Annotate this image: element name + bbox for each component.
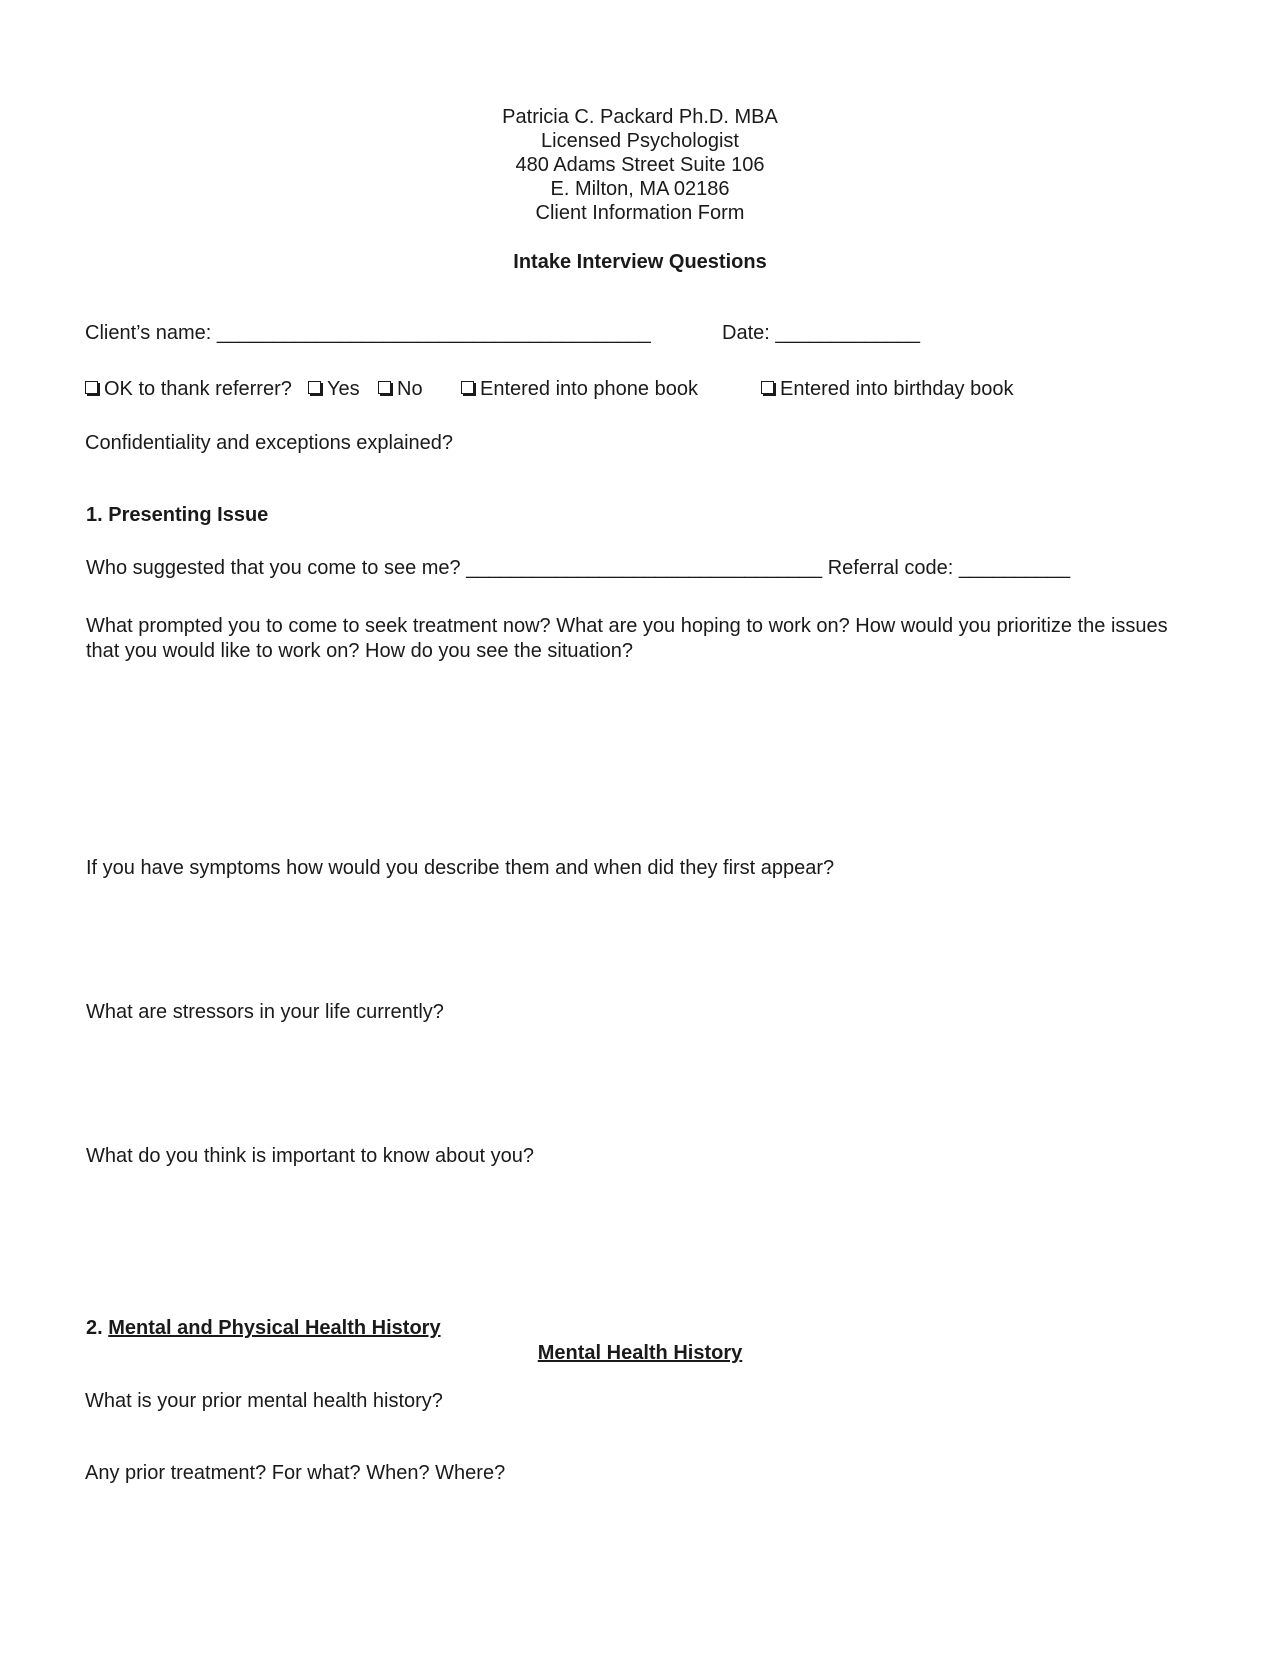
stressors-question: What are stressors in your life currently? [86,1001,444,1023]
mental-health-subheading: Mental Health History [537,1342,743,1364]
who-suggested-blank[interactable]: ________________________________ [466,557,823,579]
thank-referrer-label: OK to thank referrer? [104,378,292,400]
important-question: What do you think is important to know about you? [86,1145,535,1167]
prior-treatment-question: Any prior treatment? For what? When? Where? [85,1462,506,1484]
who-suggested-label: Who suggested that you come to see me? [86,557,461,579]
birthday-book-label: Entered into birthday book [780,378,1014,400]
date-label: Date: [722,322,770,344]
checkbox-icon[interactable] [761,381,774,394]
prior-history-question: What is your prior mental health history? [85,1390,443,1412]
what-prompted-question: What prompted you to come to seek treatment now? What are you hoping to work on? How would you prioritize the issues that you would like to work on? How do you see the situation? [86,615,1168,662]
client-name-field[interactable] [85,321,651,345]
who-suggested-row[interactable] [86,556,1070,580]
yes-label: Yes [327,378,360,400]
yes-check[interactable] [308,377,360,401]
section-2-title: Mental and Physical Health History [108,1317,441,1339]
psychologist-title: Licensed Psychologist [541,130,739,152]
letterhead [0,105,1280,225]
date-blank[interactable]: _____________ [775,322,920,344]
phone-book-check[interactable] [461,377,698,401]
symptoms-question: If you have symptoms how would you describe them and when did they first appear? [86,857,835,879]
client-name-label: Client’s name: [85,322,212,344]
checkbox-icon[interactable] [308,381,321,394]
checkbox-icon[interactable] [85,381,98,394]
address-line-2: E. Milton, MA 02186 [550,178,730,200]
form-name: Client Information Form [535,202,745,224]
birthday-book-check[interactable] [761,377,1014,401]
confidentiality-question: Confidentiality and exceptions explained? [85,432,454,454]
section-1-heading: 1. Presenting Issue [86,504,269,526]
client-name-blank[interactable]: _______________________________________ [216,322,651,344]
phone-book-label: Entered into phone book [480,378,698,400]
checkbox-icon[interactable] [461,381,474,394]
checkbox-icon[interactable] [378,381,391,394]
section-2-number: 2. [86,1317,103,1339]
no-check[interactable] [378,377,423,401]
psychologist-name: Patricia C. Packard Ph.D. MBA [502,106,778,128]
address-line-1: 480 Adams Street Suite 106 [515,154,765,176]
referral-code-blank[interactable]: __________ [958,557,1071,579]
referral-code-label: Referral code: [827,557,954,579]
no-label: No [397,378,423,400]
thank-referrer-check[interactable] [85,377,292,401]
section-2-heading [86,1316,441,1340]
date-field[interactable] [722,321,920,345]
form-subtitle: Intake Interview Questions [513,251,767,273]
